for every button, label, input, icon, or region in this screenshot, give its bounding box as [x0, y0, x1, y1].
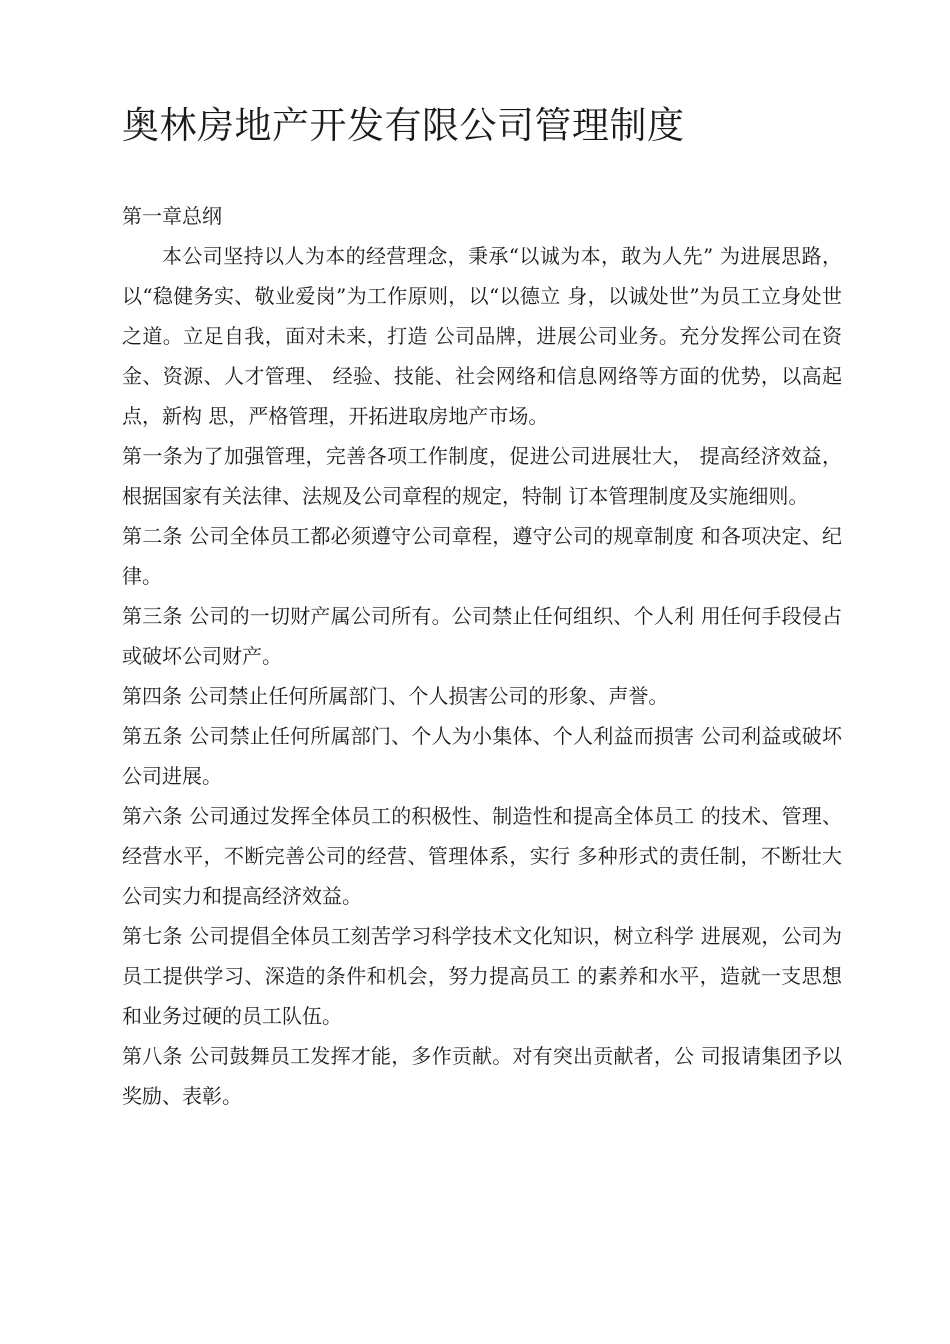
document-body [122, 196, 842, 1116]
article-4: 第四条 公司禁止任何所属部门、个人损害公司的形象、声誉。 [122, 684, 669, 708]
article-1: 第一条为了加强管理，完善各项工作制度，促进公司进展壮大， 提高经济效益，根据国家有关法律、法规及公司章程的规定，特制 订本管理制度及实施细则。 [122, 444, 842, 508]
article-2: 第二条 公司全体员工都必须遵守公司章程，遵守公司的规章制度 和各项决定、纪律。 [122, 524, 842, 588]
document-title: 奥林房地产开发有限公司管理制度 [122, 104, 685, 147]
article-7: 第七条 公司提倡全体员工刻苦学习科学技术文化知识，树立科学 进展观，公司为员工提供学习、深造的条件和机会，努力提高员工 的素养和水平，造就一支思想和业务过硬的员工队伍。 [122, 924, 842, 1028]
article-3: 第三条 公司的一切财产属公司所有。公司禁止任何组织、个人利 用任何手段侵占或破坏公司财产。 [122, 604, 842, 668]
chapter-heading: 第一章总纲 [122, 204, 222, 228]
article-6: 第六条 公司通过发挥全体员工的积极性、制造性和提高全体员工 的技术、管理、经营水平，不断完善公司的经营、管理体系，实行 多种形式的责任制，不断壮大公司实力和提高经济效益。 [122, 804, 842, 908]
article-8: 第八条 公司鼓舞员工发挥才能，多作贡献。对有突出贡献者，公 司报请集团予以奖励、表彰。 [122, 1044, 842, 1108]
intro-paragraph: 本公司坚持以人为本的经营理念，秉承“以诚为本，敢为人先” 为进展思路，以“稳健务实、敬业爱岗”为工作原则，以“以德立 身，以诚处世”为员工立身处世之道。立足自我，面对未来，打造 公司品牌，进展公司业务。充分发挥公司在资金、资源、人才管理、 经验、技能、社会网络和信息网络等方面的优势，以高起点，新构 思，严格管理，开拓进取房地产市场。 [122, 244, 842, 428]
article-5: 第五条 公司禁止任何所属部门、个人为小集体、个人利益而损害 公司利益或破坏公司进展。 [122, 724, 842, 788]
